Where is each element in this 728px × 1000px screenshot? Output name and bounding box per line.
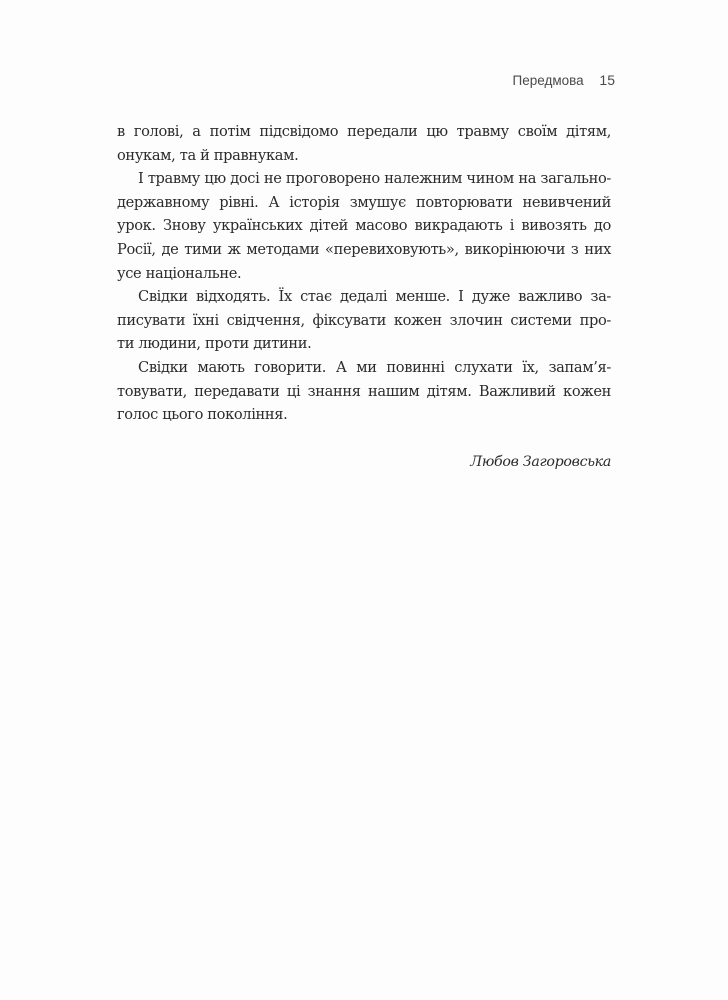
author-signature: Любов Загоровська xyxy=(470,454,611,470)
text-line: Свідки відходять. Їх стає дедалі менше. І дуже важливо за- xyxy=(138,288,611,306)
text-line: ти людини, проти дитини. xyxy=(117,335,312,353)
text-line: писувати їхні свідчення, фіксувати кожен злочин системи про- xyxy=(117,311,611,329)
text-line: усе національне. xyxy=(117,264,242,282)
text-line: в голові, а потім підсвідомо передали цю травму своїм дітям, xyxy=(117,123,611,140)
text-line: урок. Знову українських дітей масово викрадають і вивозять до xyxy=(117,217,611,235)
body-text xyxy=(117,120,611,427)
text-line: онукам, та й правнукам. xyxy=(117,146,299,164)
text-line: Росії, де тими ж методами «перевиховують», викорінюючи з них xyxy=(117,240,611,258)
text-line: державному рівні. А історія змушує повторювати невивчений xyxy=(117,193,611,211)
text-line: голос цього покоління. xyxy=(117,406,288,424)
running-header xyxy=(513,72,615,88)
text-line: Свідки мають говорити. А ми повинні слухати їх, запам’я- xyxy=(138,358,611,376)
text-line: товувати, передавати ці знання нашим дітям. Важливий кожен xyxy=(117,382,611,400)
chapter-title: Передмова xyxy=(512,73,584,88)
page-number: 15 xyxy=(599,72,615,88)
text-line: І травму цю досі не проговорено належним чином на загально- xyxy=(138,170,611,188)
